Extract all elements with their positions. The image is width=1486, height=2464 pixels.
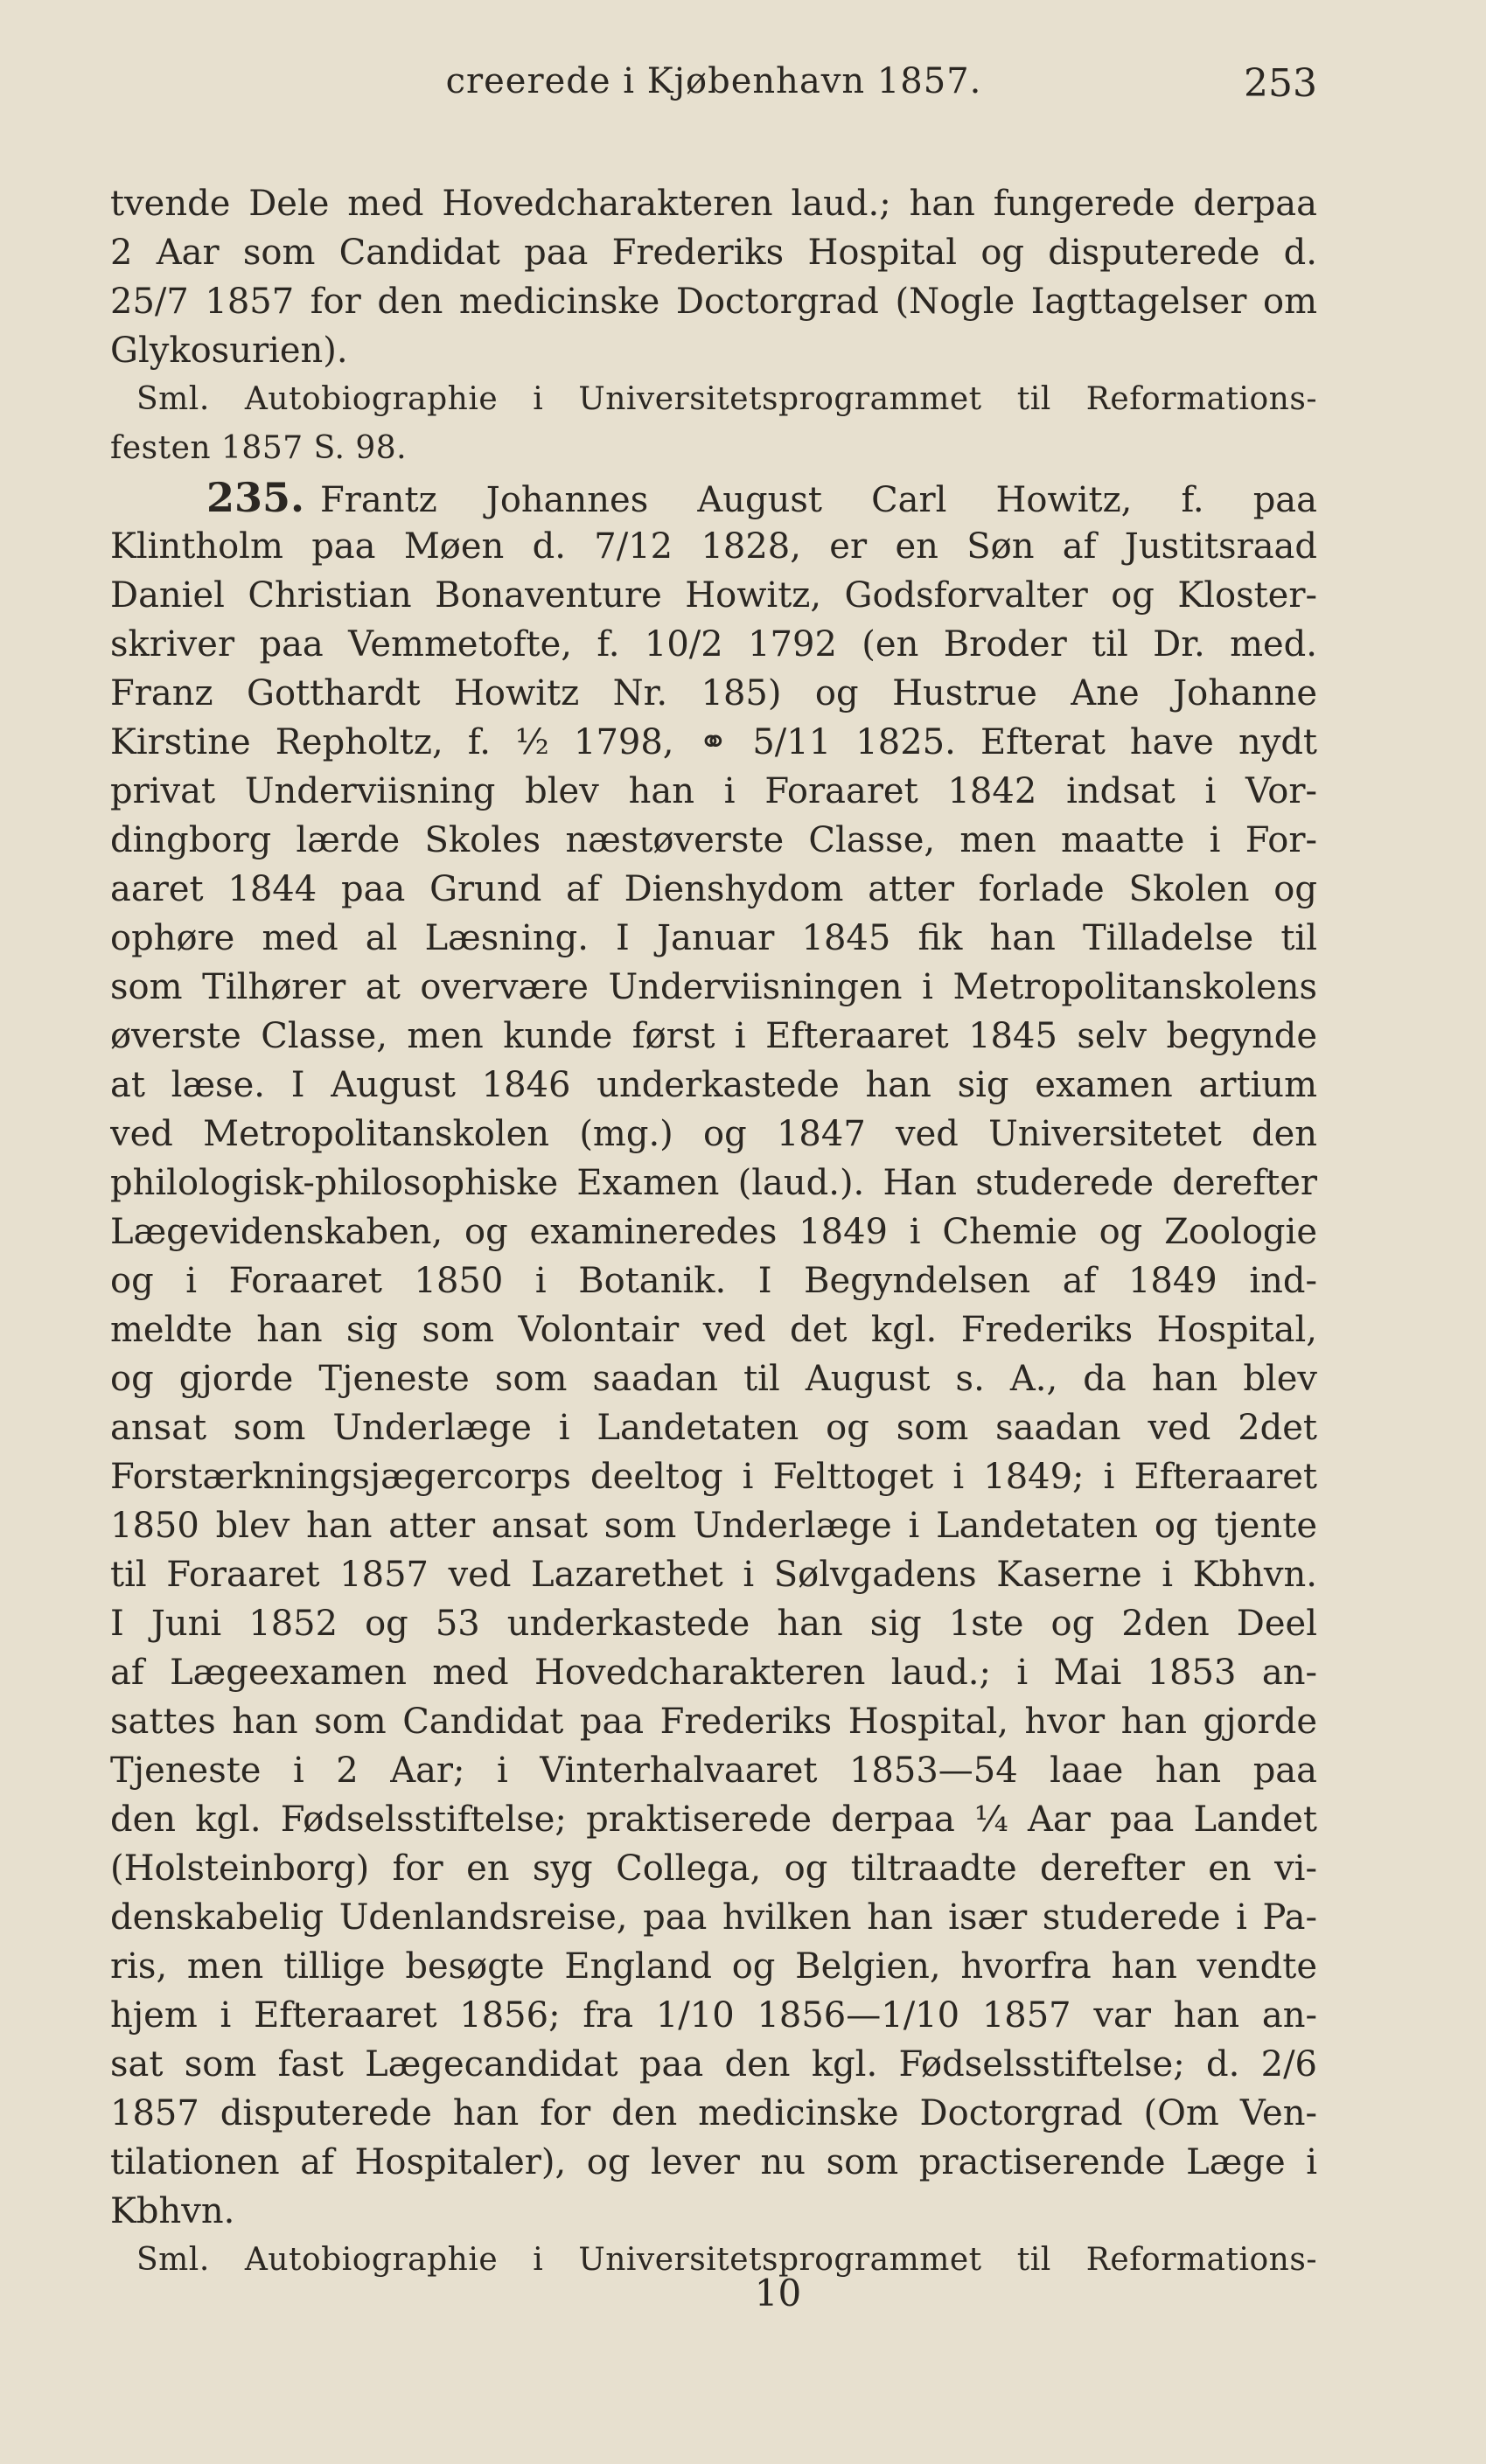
text-line: 1857 disputerede han for den medicinske Doctorgrad (Om Ven- — [110, 2093, 1317, 2133]
text-line: philologisk-philosophiske Examen (laud.). Han studerede derefter — [110, 1163, 1317, 1203]
text-line: Kirstine Repholtz, f. ½ 1798, ⚭ 5/11 1825. Efterat have nydt — [110, 722, 1317, 762]
reference-line: festen 1857 S. 98. — [110, 430, 408, 466]
text-line: ris, men tillige besøgte England og Belgien, hvorfra han vendte — [110, 1946, 1317, 1987]
text-line: Kbhvn. — [110, 2191, 235, 2231]
text-line: I Juni 1852 og 53 underkastede han sig 1ste og 2den Deel — [110, 1604, 1317, 1644]
text-line: 1850 blev han atter ansat som Underlæge i Landetaten og tjente — [110, 1506, 1317, 1546]
text-line: denskabelig Udenlandsreise, paa hvilken han især studerede i Pa- — [110, 1897, 1317, 1938]
entry-number: 235. — [206, 474, 305, 521]
text-line: dingborg lærde Skoles næstøverste Classe, men maatte i For- — [110, 820, 1317, 860]
text-line: aaret 1844 paa Grund af Dienshydom atter forlade Skolen og — [110, 869, 1317, 909]
text-line: til Foraaret 1857 ved Lazarethet i Sølvgadens Kaserne i Kbhvn. — [110, 1555, 1317, 1595]
text-line: Forstærkningsjægercorps deeltog i Felttoget i 1849; i Efteraaret — [110, 1457, 1317, 1497]
text-line: ophøre med al Læsning. I Januar 1845 fik han Tilladelse til — [110, 918, 1317, 958]
text-line: ansat som Underlæge i Landetaten og som saadan ved 2det — [110, 1408, 1317, 1448]
text-line: hjem i Efteraaret 1856; fra 1/10 1856—1/10 1857 var han an- — [110, 1995, 1317, 2036]
text-line: meldte han sig som Volontair ved det kgl. Frederiks Hospital, — [110, 1310, 1317, 1350]
text-line: som Tilhører at overvære Underviisningen i Metropolitanskolens — [110, 967, 1317, 1007]
text-line: skriver paa Vemmetofte, f. 10/2 1792 (en Broder til Dr. med. — [110, 624, 1317, 665]
text-line: (Holsteinborg) for en syg Collega, og tiltraadte derefter en vi- — [110, 1848, 1317, 1889]
text-line: og gjorde Tjeneste som saadan til August s. A., da han blev — [110, 1359, 1317, 1399]
running-head: creerede i Kjøbenhavn 1857. — [445, 61, 982, 101]
text-line: ved Metropolitanskolen (mg.) og 1847 ved Universitetet den — [110, 1114, 1317, 1154]
text-line: sat som fast Lægecandidat paa den kgl. Fødselsstiftelse; d. 2/6 — [110, 2044, 1317, 2085]
text-line: Glykosurien). — [110, 331, 348, 371]
text-line: Tjeneste i 2 Aar; i Vinterhalvaaret 1853—54 laae han paa — [110, 1751, 1317, 1791]
text-line: tvende Dele med Hovedcharakteren laud.; han fungerede derpaa — [110, 184, 1317, 224]
text-line: den kgl. Fødselsstiftelse; praktiserede derpaa ¼ Aar paa Landet — [110, 1799, 1317, 1840]
text-line: Klintholm paa Møen d. 7/12 1828, er en Søn af Justitsraad — [110, 526, 1317, 567]
text-line: Lægevidenskaben, og examineredes 1849 i Chemie og Zoologie — [110, 1212, 1317, 1252]
text-line: øverste Classe, men kunde først i Efteraaret 1845 selv begynde — [110, 1016, 1317, 1056]
text-line: tilationen af Hospitaler), og lever nu som practiserende Læge i — [110, 2142, 1317, 2182]
entry-heading-line — [110, 473, 1317, 522]
page-number: 253 — [1244, 61, 1317, 106]
text-line: 2 Aar som Candidat paa Frederiks Hospital og disputerede d. — [110, 233, 1317, 273]
page-header — [110, 52, 1317, 122]
text-line: sattes han som Candidat paa Frederiks Hospital, hvor han gjorde — [110, 1702, 1317, 1742]
text-line: 25/7 1857 for den medicinske Doctorgrad (Nogle Iagttagelser om — [110, 282, 1317, 322]
reference-line: Sml. Autobiographie i Universitetsprogrammet til Reformations- — [136, 381, 1317, 417]
text-line: og i Foraaret 1850 i Botanik. I Begyndelsen af 1849 ind- — [110, 1261, 1317, 1301]
text-line: privat Underviisning blev han i Foraaret 1842 indsat i Vor- — [110, 771, 1317, 811]
signature-mark: 10 — [754, 2272, 802, 2314]
text-line: Daniel Christian Bonaventure Howitz, Godsforvalter og Kloster- — [110, 575, 1317, 616]
text-line: Franz Gotthardt Howitz Nr. 185) og Hustrue Ane Johanne — [110, 673, 1317, 713]
text-line: at læse. I August 1846 underkastede han sig examen artium — [110, 1065, 1317, 1105]
entry-heading-text: Frantz Johannes August Carl Howitz, f. paa — [320, 480, 1317, 520]
reference-line: Sml. Autobiographie i Universitetsprogrammet til Reformations- — [136, 2242, 1317, 2278]
body-text — [110, 179, 1317, 2285]
text-line: af Lægeexamen med Hovedcharakteren laud.; i Mai 1853 an- — [110, 1653, 1317, 1693]
